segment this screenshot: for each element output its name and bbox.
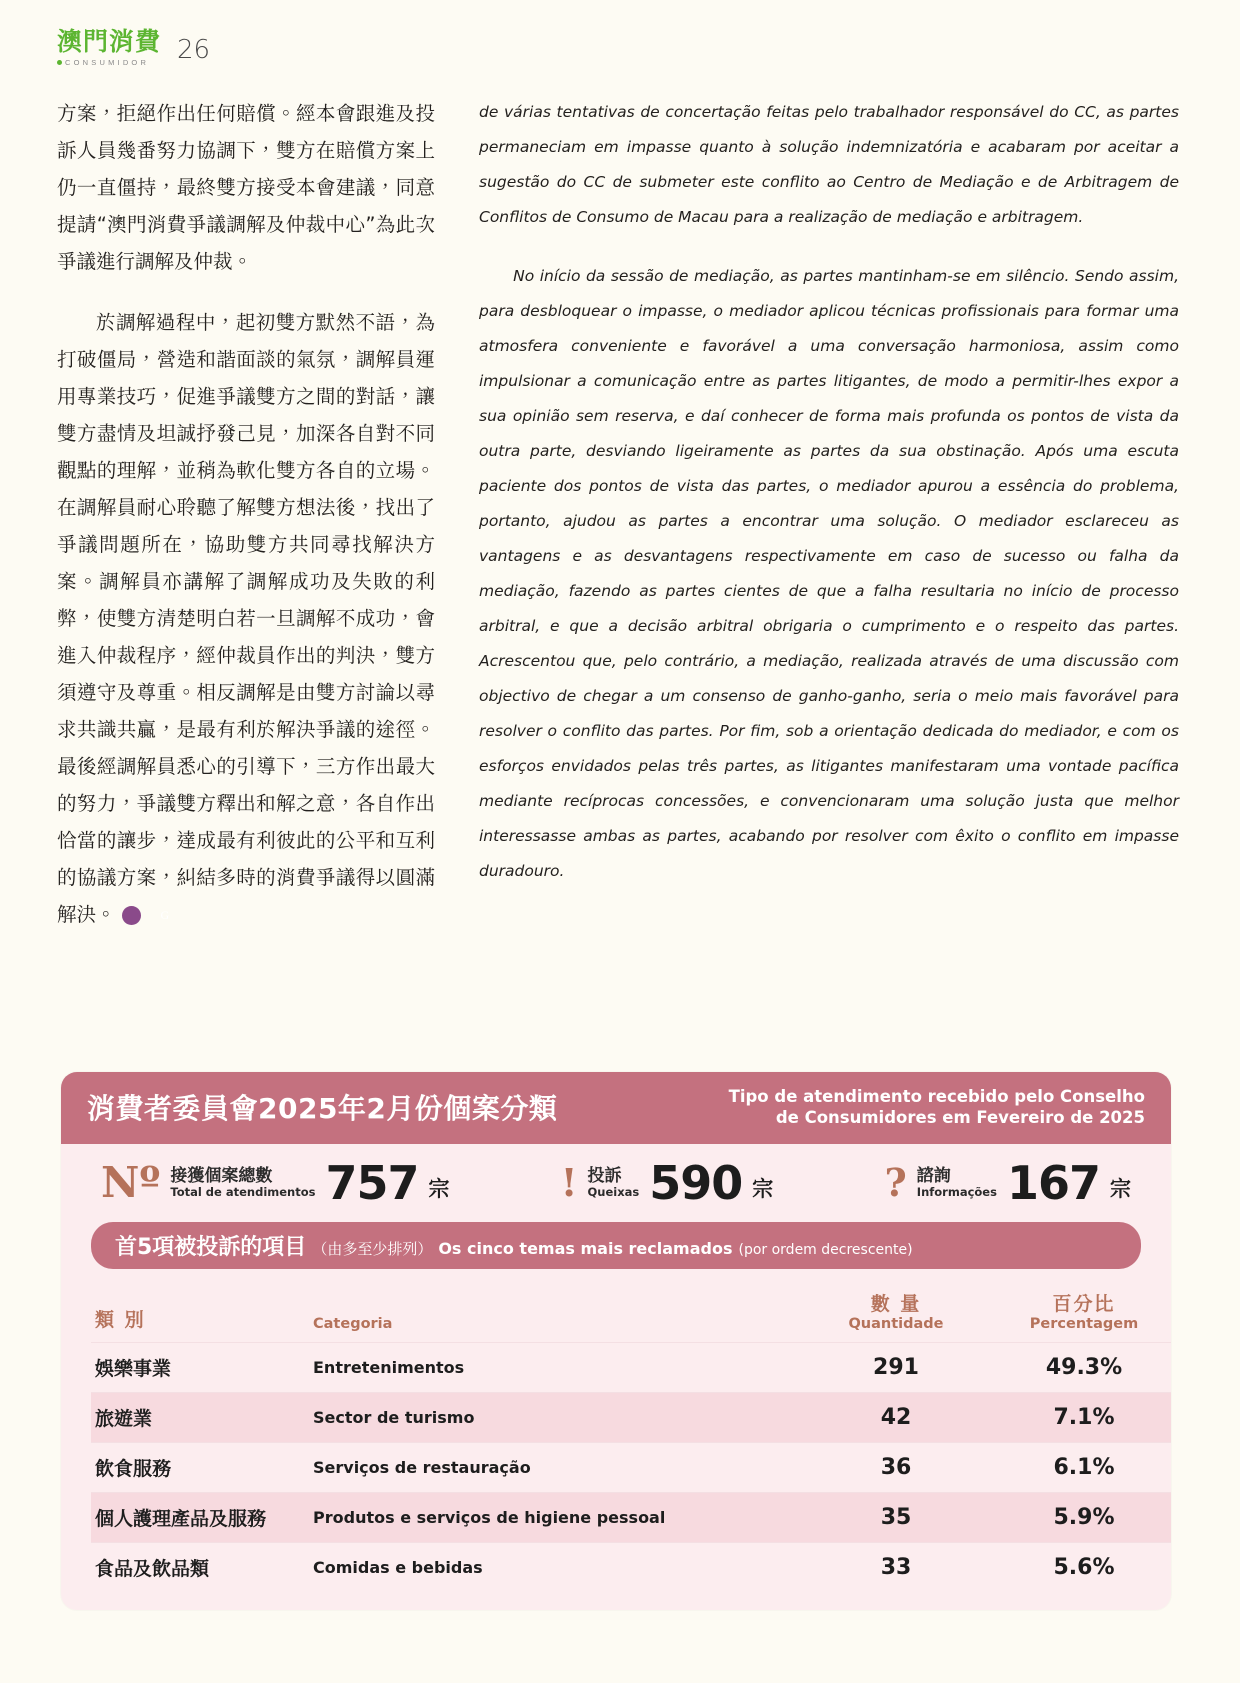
top5-table <box>91 1283 1171 1592</box>
row-quantity: 35 <box>797 1493 995 1543</box>
summary-total-label-pt: Total de atendimentos <box>170 1185 316 1200</box>
table-header-quantity <box>797 1283 995 1343</box>
article-columns <box>57 95 1187 957</box>
row-category-cn: 個人護理產品及服務 <box>91 1493 309 1543</box>
pt-paragraph-2: No início da sessão de mediação, as partes mantinham-se em silêncio. Sendo assim, para desbloquear o impasse, o mediador aplicou técnicas profissionais para formar uma atmosfera conveniente e favorável a uma conversação harmoniosa, assim como impulsionar a comunicação entre as partes litigantes, de modo a permitir-lhes expor a sua opinião sem reserva, e daí conhecer de forma mais profunda os pontos de vista da outra parte, desviando ligeiramente as partes da sua obstinação. Após uma escuta paciente dos pontos de vista das partes, o mediador apurou a essência do problema, portanto, ajudou as partes a encontrar uma solução. O mediador esclareceu as vantagens e as desvantagens respectivamente em caso de sucesso ou falha da mediação, fazendo as partes cientes de que a falha resultaria no início de processo arbitral, e que a decisão arbitral obrigaria o cumprimento e o respeito das partes. Acrescentou que, pelo contrário, a mediação, realizada através de uma discussão com objectivo de chegar a um consenso de ganho-ganho, seria o meio mais favorável para resolver o conflito das partes. Por fim, sob a orientação dedicada do mediador, e com os esforços envidados pelas três partes, as litigantes manifestaram uma vontade pacífica mediante recíprocas concessões, e convencionaram uma solução justa que melhor interessasse ambas as partes, acabando por resolver com êxito o conflito em impasse duradouro. <box>479 267 1179 880</box>
top5-title-cn: 首5項被投訴的項目 <box>115 1235 307 1260</box>
page-header <box>57 30 210 67</box>
row-quantity: 42 <box>797 1393 995 1443</box>
table-row <box>91 1343 1171 1393</box>
top5-note-pt: (por ordem decrescente) <box>738 1242 913 1258</box>
row-percentage: 5.9% <box>995 1493 1171 1543</box>
header-pct-cn: 百分比 <box>1052 1293 1116 1315</box>
row-percentage: 49.3% <box>995 1343 1171 1393</box>
summary-complaints-label-cn: 投訴 <box>587 1165 622 1186</box>
summary-complaints-label-pt: Queixas <box>587 1185 640 1200</box>
summary-row <box>61 1144 1171 1216</box>
end-mark-icon: G <box>122 906 141 925</box>
top5-note-cn: （由多至少排列） <box>312 1240 433 1258</box>
row-category-pt: Produtos e serviços de higiene pessoal <box>309 1493 797 1543</box>
summary-inquiries-label-pt: Informações <box>916 1185 997 1200</box>
summary-complaints <box>560 1156 774 1210</box>
logo-dot-icon <box>57 60 62 65</box>
top5-title-pt: Os cinco temas mais reclamados <box>438 1239 733 1258</box>
row-category-pt: Comidas e bebidas <box>309 1543 797 1593</box>
question-icon: ? <box>884 1160 907 1205</box>
summary-total-unit: 宗 <box>428 1177 450 1201</box>
header-pct-pt: Percentagem <box>1029 1316 1139 1332</box>
header-qty-pt: Quantidade <box>848 1316 944 1332</box>
statistics-card <box>61 1072 1171 1610</box>
logo-subtitle <box>57 59 161 67</box>
row-category-cn: 娛樂事業 <box>91 1343 309 1393</box>
row-category-pt: Sector de turismo <box>309 1393 797 1443</box>
row-category-cn: 食品及飲品類 <box>91 1543 309 1593</box>
summary-complaints-value: 590 <box>649 1156 743 1210</box>
statistics-header <box>61 1072 1171 1144</box>
row-category-cn: 旅遊業 <box>91 1393 309 1443</box>
pt-paragraph-1: de várias tentativas de concertação feitas pelo trabalhador responsável do CC, as partes permaneciam em impasse quanto à solução indemnizatória e acabaram por aceitar a sugestão do CC de submeter este conflito ao Centro de Mediação e de Arbitragem de Conflitos de Consumo de Macau para a realização de mediação e arbitragem. <box>479 103 1179 226</box>
header-qty-cn: 數 量 <box>870 1293 922 1315</box>
row-category-cn: 飲食服務 <box>91 1443 309 1493</box>
publication-logo <box>57 30 161 67</box>
zh-paragraph-1: 方案，拒絕作出任何賠償。經本會跟進及投訴人員幾番努力協調下，雙方在賠償方案上仍一直僵持，最終雙方接受本會建議，同意提請“澳門消費爭議調解及仲裁中心”為此次爭議進行調解及仲裁。 <box>57 102 435 273</box>
row-category-pt: Entretenimentos <box>309 1343 797 1393</box>
summary-inquiries-labels <box>917 1167 997 1200</box>
chinese-column <box>57 95 435 957</box>
top5-subtitle-bar <box>91 1222 1141 1269</box>
exclamation-icon: ! <box>560 1160 578 1205</box>
statistics-title-portuguese: Tipo de atendimento recebido pelo Conselho de Consumidores em Fevereiro de 2025 <box>728 1087 1145 1127</box>
logo-subtitle-text: CONSUMIDOR <box>65 58 150 67</box>
table-row <box>91 1493 1171 1543</box>
row-percentage: 6.1% <box>995 1443 1171 1493</box>
summary-inquiries-value: 167 <box>1006 1156 1100 1210</box>
zh-paragraph-2 <box>57 304 435 933</box>
number-sign-icon: Nº <box>101 1158 161 1207</box>
row-percentage: 7.1% <box>995 1393 1171 1443</box>
row-quantity: 36 <box>797 1443 995 1493</box>
summary-total-value: 757 <box>325 1156 419 1210</box>
statistics-title-chinese: 消費者委員會2025年2月份個案分類 <box>87 1092 558 1125</box>
summary-total-labels <box>170 1167 315 1200</box>
table-row <box>91 1393 1171 1443</box>
row-quantity: 291 <box>797 1343 995 1393</box>
zh-paragraph-2-text: 於調解過程中，起初雙方默然不語，為打破僵局，營造和諧面談的氣氛，調解員運用專業技巧，促進爭議雙方之間的對話，讓雙方盡情及坦誠抒發己見，加深各自對不同觀點的理解，並稍為軟化雙方各自的立場。在調解員耐心聆聽了解雙方想法後，找出了爭議問題所在，協助雙方共同尋找解決方案。調解員亦講解了調解成功及失敗的利弊，使雙方清楚明白若一旦調解不成功，會進入仲裁程序，經仲裁員作出的判決，雙方須遵守及尊重。相反調解是由雙方討論以尋求共識共贏，是最有利於解決爭議的途徑。最後經調解員悉心的引導下，三方作出最大的努力，爭議雙方釋出和解之意，各自作出恰當的讓步，達成最有利彼此的公平和互利的協議方案，糾結多時的消費爭議得以圓滿解決。 <box>57 311 435 926</box>
summary-inquiries-unit: 宗 <box>1109 1177 1131 1201</box>
table-header-category-cn <box>91 1283 309 1343</box>
header-cat-cn: 類 別 <box>95 1309 146 1331</box>
summary-inquiries-label-cn: 諮詢 <box>916 1165 951 1186</box>
table-row <box>91 1543 1171 1593</box>
summary-complaints-labels <box>587 1167 639 1200</box>
row-quantity: 33 <box>797 1543 995 1593</box>
table-header-category-pt <box>309 1283 797 1343</box>
header-cat-pt: Categoria <box>313 1316 393 1332</box>
table-header-percentage <box>995 1283 1171 1343</box>
summary-complaints-unit: 宗 <box>752 1177 774 1201</box>
summary-inquiries <box>884 1156 1131 1210</box>
page-number: 26 <box>177 34 211 65</box>
row-percentage: 5.6% <box>995 1543 1171 1593</box>
portuguese-column <box>479 95 1179 957</box>
row-category-pt: Serviços de restauração <box>309 1443 797 1493</box>
summary-total-label-cn: 接獲個案總數 <box>170 1165 273 1186</box>
table-header-row <box>91 1283 1171 1343</box>
summary-total <box>101 1156 450 1210</box>
table-row <box>91 1443 1171 1493</box>
logo-chinese-title: 澳門消費 <box>57 28 162 56</box>
